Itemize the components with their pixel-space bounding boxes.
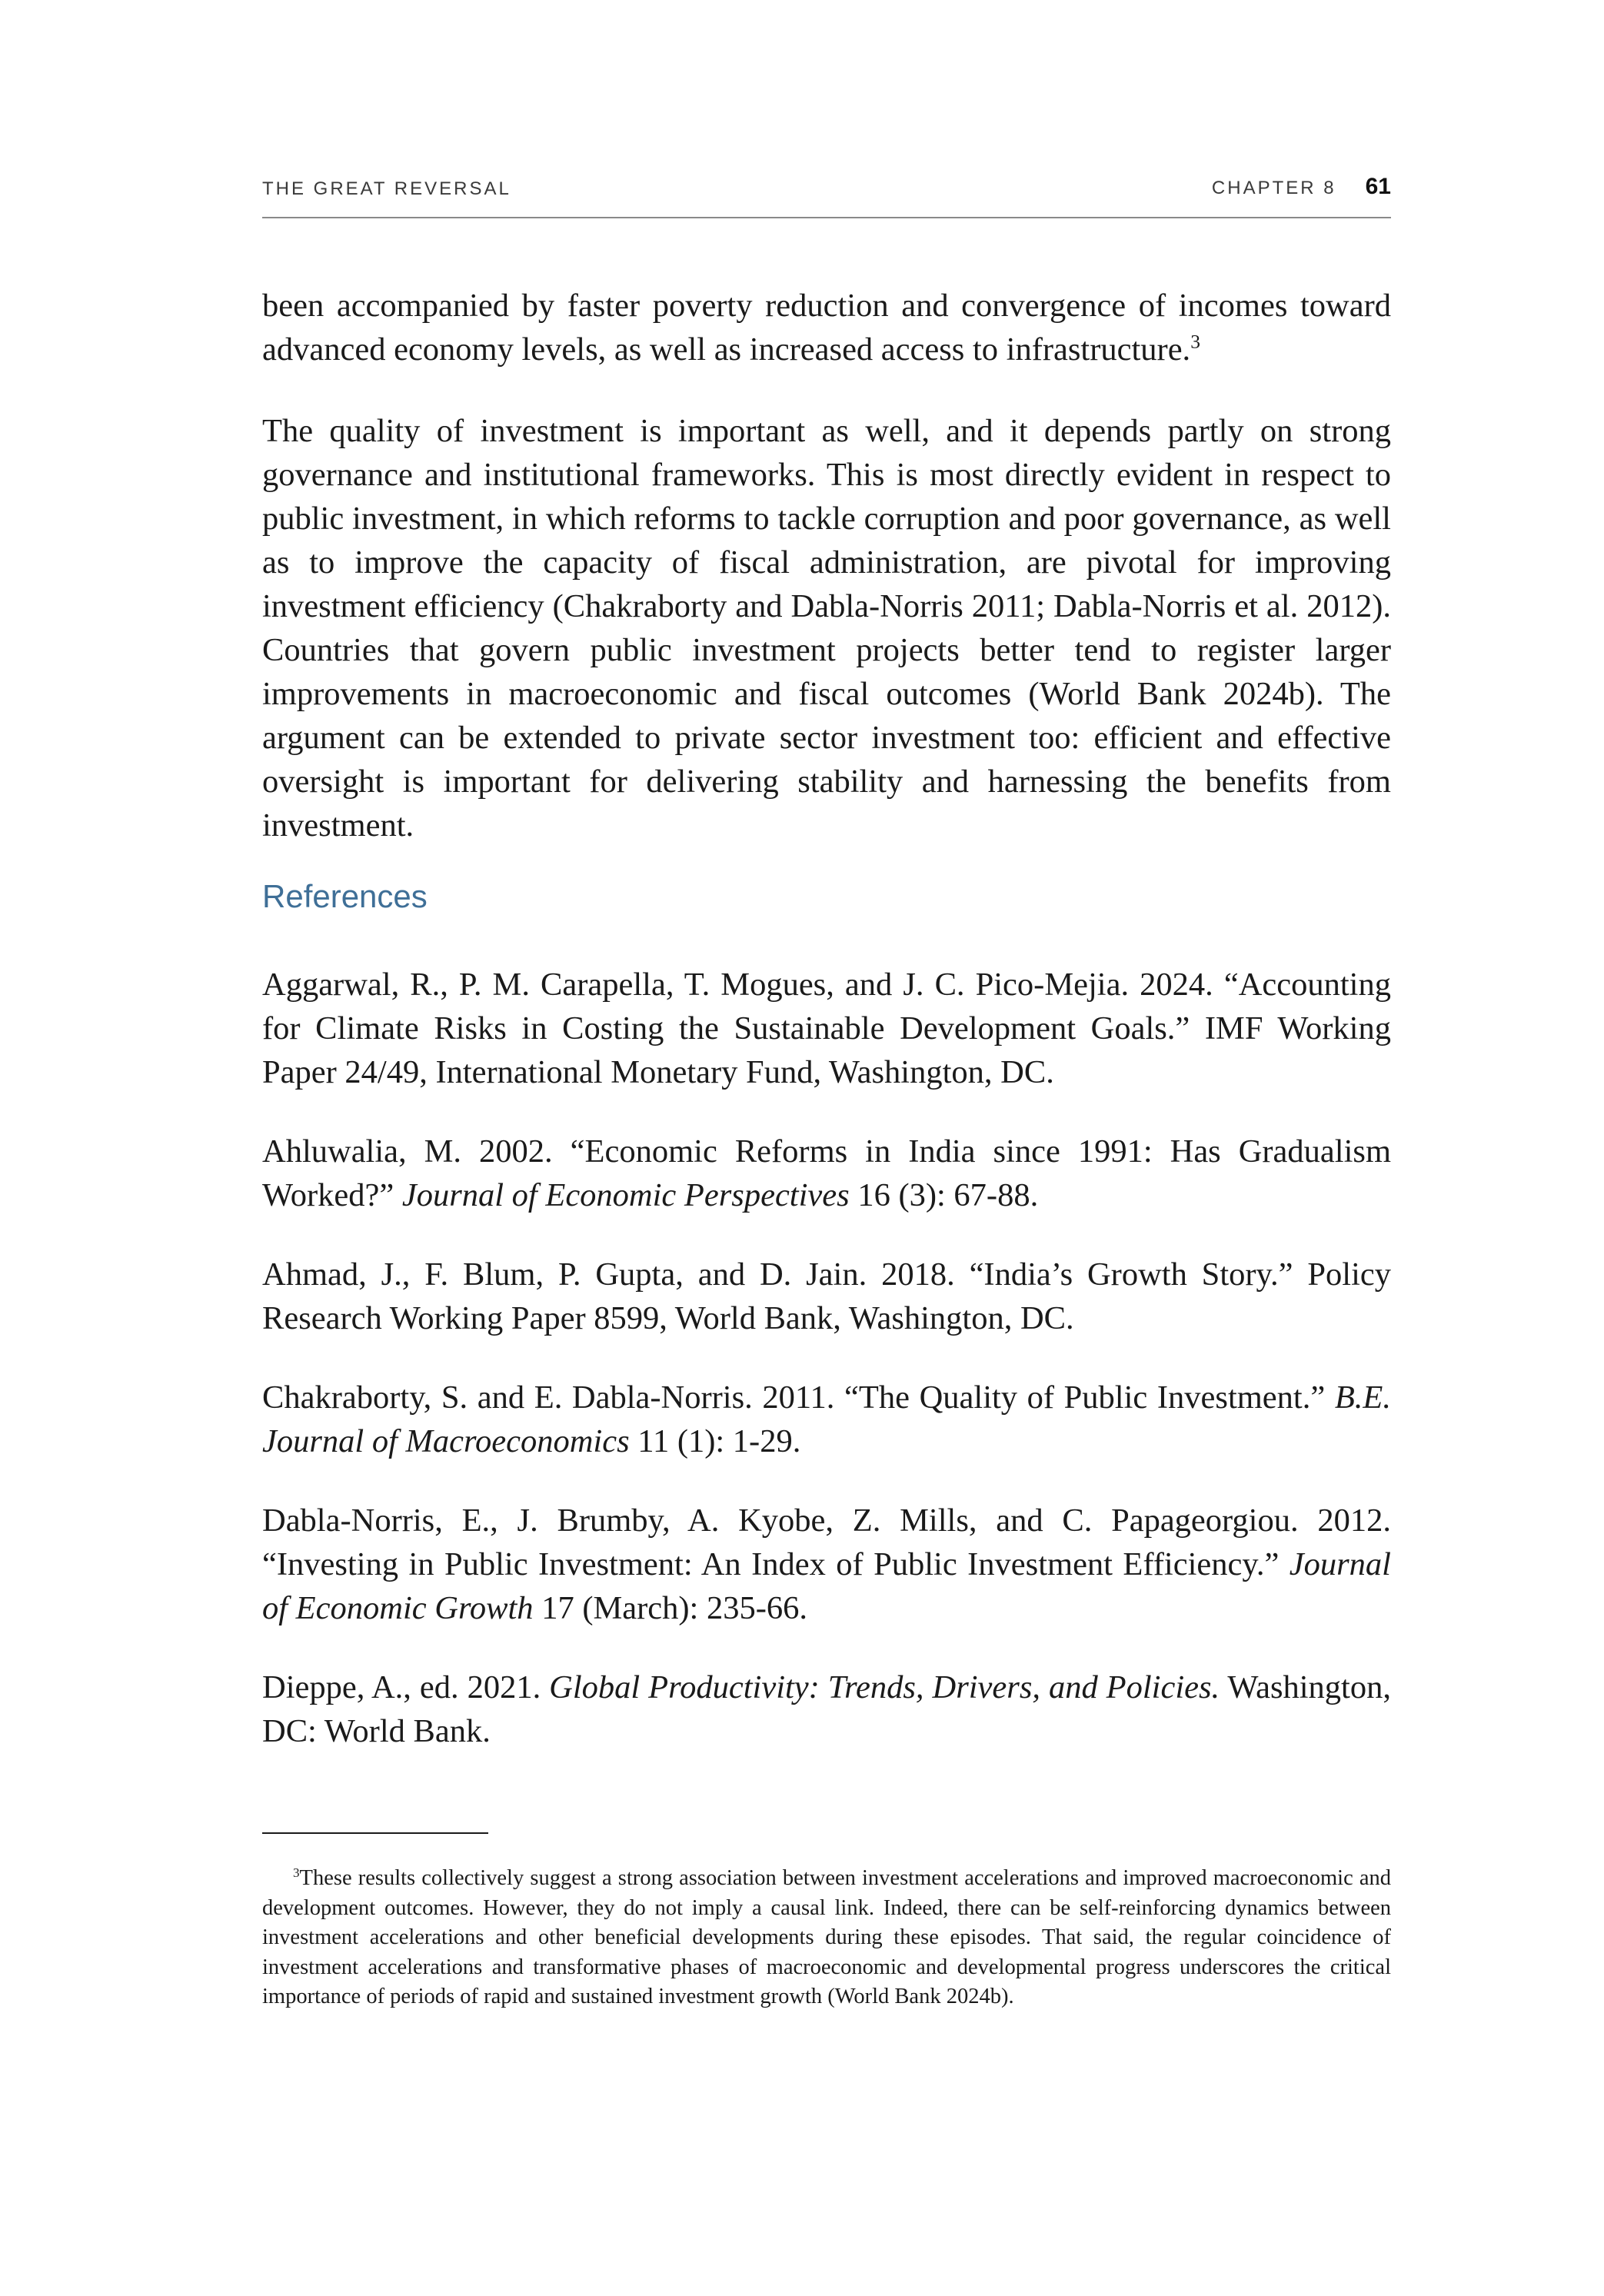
body-paragraph-1 bbox=[262, 284, 1391, 371]
reference-item bbox=[262, 1665, 1391, 1753]
footnote bbox=[262, 1864, 1391, 2012]
footnote-divider bbox=[262, 1832, 488, 1834]
reference-item bbox=[262, 1253, 1391, 1340]
reference-text: Aggarwal, R., P. M. Carapella, T. Mogues, and J. C. Pico-Mejia. 2024. “Accounting for Climate Risks in Costing the Sustainable Development Goals.” IMF Working Paper 24/49, International Monetary Fund, Washington, DC. bbox=[262, 967, 1391, 1090]
reference-text: Ahluwalia, M. 2002. “Economic Reforms in India since 1991: Has Gradualism Worked?” bbox=[262, 1133, 1391, 1213]
reference-text: 16 (3): 67-88. bbox=[849, 1177, 1039, 1213]
body-paragraph-2 bbox=[262, 409, 1391, 847]
reference-text: Dabla-Norris, E., J. Brumby, A. Kyobe, Z. Mills, and C. Papageorgiou. 2012. “Investing in Public Investment: An Index of Public Investment Efficiency.” bbox=[262, 1502, 1391, 1582]
chapter-label: CHAPTER 8 bbox=[1211, 178, 1336, 198]
book-title-italic: Global Productivity: Trends, Drivers, and Policies. bbox=[549, 1669, 1220, 1705]
reference-text: Dieppe, A., ed. 2021. bbox=[262, 1669, 550, 1705]
reference-item bbox=[262, 1499, 1391, 1630]
reference-text: 11 (1): 1-29. bbox=[629, 1423, 801, 1459]
footnote-reference[interactable]: 3 bbox=[1190, 330, 1200, 353]
reference-text: Chakraborty, S. and E. Dabla-Norris. 2011. “The Quality of Public Investment.” bbox=[262, 1379, 1335, 1416]
header-right bbox=[1212, 174, 1391, 200]
journal-title: B.E. Journal of Macroeconomics bbox=[262, 1379, 1391, 1459]
running-header bbox=[262, 174, 1391, 218]
paragraph-text: The quality of investment is important as well, and it depends partly on strong governance and institutional frameworks. This is most directly evident in respect to public investment, in which reforms to tackle corruption and poor governance, as well as to improve the capacity of fiscal administration, are pivotal for improving investment efficiency (Chakraborty and Dabla-Norris 2011; Dabla-Norris et al. 2012). Countries that govern public investment projects better tend to register larger improvements in macroeconomic and fiscal outcomes (World Bank 2024b). The argument can be extended to private sector investment too: efficient and effective oversight is important for delivering stability and harnessing the benefits from investment. bbox=[262, 413, 1391, 844]
reference-item bbox=[262, 1130, 1391, 1217]
reference-text: Washington, DC: World Bank. bbox=[262, 1669, 1391, 1749]
paragraph-text: been accompanied by faster poverty reduction and convergence of incomes toward advanced economy levels, as well as increased access to infrastructure. bbox=[262, 288, 1391, 368]
reference-text: Ahmad, J., F. Blum, P. Gupta, and D. Jain. 2018. “India’s Growth Story.” Policy Research Working Paper 8599, World Bank, Washington, DC. bbox=[262, 1256, 1391, 1336]
journal-title: Journal of Economic Perspectives bbox=[401, 1177, 850, 1213]
book-title: THE GREAT REVERSAL bbox=[262, 178, 511, 199]
reference-list bbox=[262, 963, 1391, 1789]
footnote-marker: 3 bbox=[293, 1865, 300, 1880]
reference-item bbox=[262, 1376, 1391, 1463]
reference-item bbox=[262, 963, 1391, 1094]
references-heading: References bbox=[262, 878, 428, 914]
reference-text: 17 (March): 235-66. bbox=[533, 1590, 807, 1626]
footnote-text: These results collectively suggest a strong association between investment accelerations and improved macroeconomic and development outcomes. However, they do not imply a causal link. Indeed, there can be self-reinforcing dynamics between investment accelerations and other beneficial developments during these episodes. That said, the regular coincidence of investment accelerations and transformative phases of macroeconomic and developmental progress underscores the critical importance of periods of rapid and sustained investment growth (World Bank 2024b). bbox=[262, 1866, 1391, 2008]
journal-title: Journal of Economic Growth bbox=[262, 1546, 1391, 1626]
page-number: 61 bbox=[1365, 174, 1391, 199]
